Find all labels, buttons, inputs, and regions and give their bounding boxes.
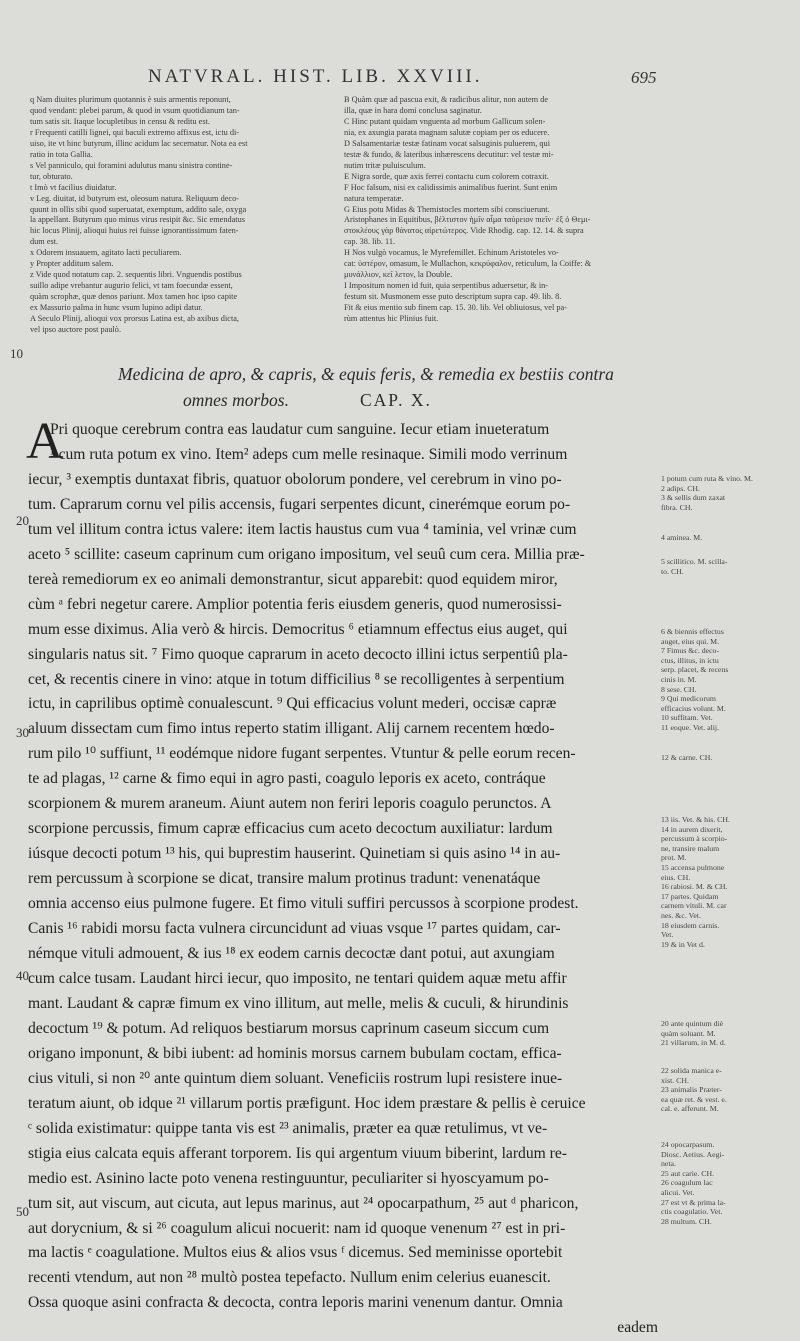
note-line: cat: ὑστέρον, omasum, le Mullachon, κεκρύφαλον, reticulum, la Coiffe: &	[344, 259, 592, 269]
margin-note: efficacius volunt. M.	[661, 703, 726, 713]
margin-note: 12 & carne. CH.	[661, 753, 713, 762]
margin-note: nes. &c. Vet.	[661, 910, 701, 920]
text-line: rum pilo ¹⁰ suffiunt, ¹¹ eodémque nidore fugant serpentes. Vtuntur & pelle eorum recen-	[28, 745, 576, 763]
text-line: cùm ᵃ febri negetur carere. Amplior potentia feris eiusdem generis, quod numerosissi-	[28, 595, 562, 613]
note-line: μυνάλλιον, κεῖ λετον, la Double.	[344, 270, 453, 280]
text-line: omnia accenso eius pulmone fugere. Et fimo vituli suffiri percussos à scorpione prodest.	[28, 895, 579, 913]
note-line: quod vendant: plebei parum, & quod in vsum quotidianum tan-	[30, 105, 240, 115]
text-line: mant. Laudant & capræ fimum ex vino illitum, aut melle, melis & cuculi, & hirundinis	[28, 994, 569, 1012]
text-line: tum sit, aut viscum, aut cicuta, aut lepus marinus, aut ²⁴ opocarpathum, ²⁵ aut ᵈ pharicon,	[28, 1194, 579, 1212]
text-line: tum vel illitum contra ictus valere: item lactis haustus cum vua ⁴ taminia, vel vrinæ cum	[28, 520, 577, 538]
note-line: F Hoc falsum, nisi ex calidissimis animalibus fuerint. Sunt enim	[344, 182, 558, 192]
note-line: suillo adipe vrebantur augurio felici, vt tam foecundæ essent,	[30, 281, 233, 291]
text-line: némque vituli admouent, & ius ¹⁸ ex eodem carnis decoctæ dant potui, aut axungiam	[28, 945, 555, 963]
margin-note: ea quæ ret. & vest. e.	[661, 1094, 727, 1104]
margin-note: percussum à scorpio-	[661, 834, 728, 844]
margin-note-group	[661, 474, 797, 512]
text-line: cius vituli, si non ²⁰ ante quintum diem soluant. Veneficiis rostrum lupi resistere inue-	[28, 1069, 563, 1087]
note-line: B Quàm quæ ad pascua exit, & radicibus alitur, non autem de	[344, 95, 549, 104]
note-line: cap. 38. lib. 11.	[344, 237, 396, 247]
text-line: mum esse diximus. Alia verò & hircis. Democritus ⁶ etiamnum effectus eius auget, qui	[28, 620, 568, 638]
text-line: ma lactis ᵉ coagulatione. Multos eius & alios vsus ᶠ dicemus. Sed meminisse oportebit	[28, 1244, 563, 1262]
note-line: r Frequenti catilli lignei, qui baculi extremo affixus est, ictu di-	[30, 127, 240, 137]
margin-note: 24 opocarpasum.	[661, 1140, 715, 1149]
note-line: uiso, ite vt hinc butyrum, illinc acidum lac secernatur. Nota ea est	[30, 138, 248, 148]
note-line: I Impositum nomen id fuit, quia serpentibus aduersetur, & in-	[344, 281, 549, 291]
margin-note: prot. M.	[661, 853, 687, 863]
note-line: H Nos vulgò vocamus, le Myrefemillet. Echinum Aristoteles vo-	[344, 248, 559, 258]
note-line: v Leg. diuitat, id butyrum est, oleosum natura. Reliquum deco-	[30, 193, 239, 203]
text-line: teratum aiunt, ob idque ²¹ villarum portis præfigunt. Hoc idem præstare & pellis è ceruice	[28, 1094, 586, 1112]
note-line: hic locus Plinij, alioqui huius rei fuisse ignorantissimum faten-	[30, 226, 239, 236]
margin-note: 22 solida manica e-	[661, 1066, 722, 1075]
note-line: nutim tritæ puluisculum.	[344, 160, 426, 170]
margin-note: ne, transire malum	[661, 843, 720, 853]
margin-note: 4 aminea. M.	[661, 533, 703, 542]
margin-note: 14 in aurem dixerit,	[661, 824, 723, 834]
text-line: tereà remediorum ex eo animali demonstrantur, sicut apparebit: quod equidem miror,	[28, 570, 558, 588]
note-line: rùm attentus hic Plinius fuit.	[344, 314, 439, 324]
margin-note: 20 ante quintum diè	[661, 1019, 724, 1028]
text-line: aluum dissectam cum fimo intus reperto statim illigant. Alij carnem recentem hœdo-	[28, 720, 555, 738]
notes-left-column	[30, 95, 325, 336]
margin-note: ctus, illitus, in ictu	[661, 655, 719, 665]
margin-note: 19 & in Vet d.	[661, 939, 705, 949]
margin-note: cinis in. M.	[661, 674, 697, 684]
text-line: origano imponunt, & bibi iubent: ad hominis morsus carnem bubulam coctam, effica-	[28, 1044, 562, 1062]
note-line: στοκλέους γὰρ θάνατος αἱρετώτερος. Vide Rhodig. cap. 12. 14. & supra	[344, 226, 584, 236]
margin-note-group	[661, 753, 797, 763]
text-line: Ossa quoque asini confracta & decocta, contra leporis marini venenum dantur. Omnia	[28, 1294, 563, 1312]
margin-note: 8 sese. CH.	[661, 684, 697, 694]
text-line: cum calce tusam. Laudant hirci iecur, quo imposito, ne tentari quidem aquæ metu affir	[28, 969, 567, 987]
text-line: te ad plagas, ¹² carne & fimo equi in agro pasti, coagulo leporis ex aceto, contráque	[28, 770, 546, 788]
margin-note: 18 eiusdem carnis.	[661, 920, 720, 930]
margin-note: serp. placet, & recens	[661, 665, 729, 675]
note-line: t Imò vt facilius diuidatur.	[30, 182, 117, 192]
body-text	[26, 413, 658, 1341]
margin-note: ctis coagulatio. Vet.	[661, 1207, 723, 1217]
margin-note-group	[661, 533, 797, 543]
text-line: scorpione percussis, fimum capræ efficacius cum aceto decoctum auxiliatur: lardum	[28, 820, 553, 838]
margin-note: 25 aut carie. CH.	[661, 1168, 715, 1178]
margin-note: 1 potum cum ruta & vino. M.	[661, 474, 753, 483]
margin-note: Diosc. Aetius. Aegi-	[661, 1149, 725, 1159]
margin-note: to. CH.	[661, 566, 684, 576]
catchword: eadem	[617, 1319, 658, 1337]
note-line: la appellant. Butyrum quo minus virus resipit &c. Sic emendatus	[30, 215, 245, 225]
running-head: NATVRAL. HIST. LIB. XXVIII.	[148, 66, 483, 87]
margin-note: 13 iis. Vet. & his. CH.	[661, 815, 730, 824]
line-number: 50	[16, 1204, 29, 1219]
text-line: cet, & recentis cinere in vino: atque in totum difficilius ⁸ se recolligentes à serpentium	[28, 670, 565, 688]
margin-note: 26 coagulum lac	[661, 1178, 713, 1188]
line-number: 10	[10, 346, 23, 361]
margin-note-group	[661, 1140, 797, 1226]
text-line: Canis ¹⁶ rabidi morsu facta vulnera circuncidunt ad viuas vsque ¹⁷ partes quidam, car-	[28, 920, 561, 938]
margin-note: alicui. Vet.	[661, 1187, 695, 1197]
note-line: A Seculo Plinij, alioqui vox prorsus Latina est, ab axibus dicta,	[30, 314, 240, 324]
line-number: 20	[16, 513, 29, 528]
margin-note: 2 adips. CH.	[661, 483, 700, 493]
note-line: Fit & eius mentio sub finem cap. 15. 30. lib. Vel obliuiosus, vel pa-	[344, 303, 567, 313]
margin-note: 27 est vt & prima la-	[661, 1197, 726, 1207]
line-number: 40	[16, 968, 29, 983]
chapter-number: CAP. X.	[360, 390, 432, 410]
text-line: iecur, ³ exemptis duntaxat fibris, quatuor obolorum pondere, vel cerebrum in vino po-	[28, 470, 562, 488]
note-line: festum sit. Musmonem esse puto descriptum supra cap. 49. lib. 8.	[344, 292, 562, 302]
text-line: recenti vtendum, aut non ²⁸ multò postea tepefacto. Nullum enim celerius euanescit.	[28, 1269, 551, 1287]
text-line: stigia eius calcata equis afferant torporem. Iis qui argentum viuum biberint, lardum re-	[28, 1144, 567, 1162]
note-line: dum est.	[30, 237, 59, 247]
text-line: aut dorycnium, & si ²⁶ coagulum alicui nocuerit: nam id quoque venenum ²⁷ est in pri-	[28, 1219, 566, 1237]
margin-note: 9 Qui medicorum	[661, 694, 717, 704]
note-line: C Hinc putant quidam vnguenta ad morbum Gallicum solen-	[344, 116, 546, 126]
margin-note: carnem vituli. M. car	[661, 901, 727, 911]
note-line: Aristophanes in Equitibus, βέλτιστον ἡμῖν αἷμα ταύρειον πιεῖν· ἐξ ὁ Θεμι-	[344, 215, 591, 225]
note-line: nia, ex axungia parata magnam salutæ copiam per os educere.	[344, 127, 550, 137]
margin-note: 11 eoque. Vet. alij.	[661, 722, 720, 732]
margin-note: 28 multum. CH.	[661, 1216, 712, 1226]
note-line: G Eius potu Midas & Themistocles mortem sibi consciuerunt.	[344, 204, 550, 214]
text-line: aceto ⁵ scillite: caseum caprinum cum origano impositum, vel seuû cum cera. Millia præ-	[28, 545, 585, 563]
margin-note-group	[661, 1019, 797, 1048]
margin-note: 10 suffitam. Vet.	[661, 713, 713, 723]
notes-right-column	[344, 95, 644, 325]
note-line: natura temperatæ.	[344, 193, 404, 203]
note-line: illa, quæ in hara domi conclusa saginatur.	[344, 105, 482, 115]
note-line: quunt in ollis sibi quod superuatat, exemptum, addito sale, oxyga	[30, 204, 247, 214]
note-line: y Propter additum salem.	[30, 259, 114, 269]
note-line: quàm scrophæ, quæ denos pariunt. Mox tamen hoc ipso capite	[30, 292, 238, 302]
margin-note: 15 accensa pulmone	[661, 862, 725, 872]
margin-note: xist. CH.	[661, 1075, 689, 1085]
margin-note: 16 rabiosi. M. & CH.	[661, 882, 728, 892]
text-line: ictu, in caprilibus optimè conualescunt. ⁹ Qui efficacius volunt mederi, occisæ capræ	[28, 695, 557, 713]
text-line: rem percussum à scorpione se dicat, transire malum protinus tradunt: venenatáque	[28, 870, 541, 888]
margin-note: 6 & biennis effectus	[661, 627, 724, 636]
text-line: scorpionem & murem araneum. Aiunt autem non feriri leporis coagulo perunctos. A	[28, 795, 552, 813]
margin-note: 7 Fimus &c. deco-	[661, 646, 720, 656]
margin-note: cal. e. afferunt. M.	[661, 1104, 719, 1114]
text-line: ᶜ solida existimatur: quippe tanta vis est ²³ animalis, præter ea quæ retulimus, vt ve-	[28, 1119, 548, 1137]
note-line: E Nigra sorde, quæ axis ferrei contactu cum colorem cotraxit.	[344, 171, 549, 181]
note-line: testæ & fundo, & lateribus inhærescens decutitur: vel testæ mi-	[344, 149, 554, 159]
margin-note-group	[661, 815, 797, 949]
margin-note: 3 & sellis dum zaxat	[661, 493, 726, 503]
text-line: iúsque decocti potum ¹³ his, qui buprestim hauserint. Quinetiam si quis asino ¹⁴ in au-	[28, 845, 561, 863]
margin-note-group	[661, 627, 797, 733]
margin-note: 21 villarum, in M. d.	[661, 1038, 726, 1048]
page-number: 695	[631, 68, 657, 87]
margin-note: 23 animalis Præter-	[661, 1085, 722, 1095]
margin-note: eius. CH.	[661, 872, 691, 882]
line-number: 30	[16, 725, 29, 740]
note-line: z Vide quod notatum cap. 2. sequentis libri. Vnguendis postibus	[30, 270, 242, 280]
text-line: ¹ cum ruta potum ex vino. Item² adeps cum melle resinaque. Simili modo verrinum	[50, 445, 568, 463]
note-line: vel ipso auctore post paulò.	[30, 325, 122, 335]
margin-note: Vet.	[661, 930, 674, 940]
text-line: tum. Caprarum cornu vel pilis accensis, fugari serpentes dicunt, cinerémque eorum po-	[28, 495, 571, 513]
margin-note: 5 scillitico. M. scilla-	[661, 557, 728, 566]
margin-note: quàm soluant. M.	[661, 1028, 716, 1038]
margin-note-group	[661, 1066, 797, 1114]
margin-note: 17 partes. Quidam	[661, 891, 719, 901]
note-line: tum satis sit. Itaque locupletibus in censu & reditu est.	[30, 116, 210, 126]
text-line: decoctum ¹⁹ & potum. Ad reliquos bestiarum morsus caprinum caseum siccum cum	[28, 1019, 550, 1037]
chapter-title-subject: omnes morbos.	[183, 390, 289, 410]
note-line: q Nam diuites plurimum quotannis è suis armentis reponunt,	[30, 95, 231, 104]
note-line: tur, obturato.	[30, 171, 73, 181]
note-line: ratio in tota Gallia.	[30, 149, 93, 159]
text-line: Pri quoque cerebrum contra eas laudatur cum sanguine. Iecur etiam inueteratum	[50, 421, 550, 438]
note-line: ex Massurio palma in hunc vsum lupino adipi datur.	[30, 303, 203, 313]
drop-cap: A	[26, 413, 64, 470]
margin-note-group	[661, 557, 797, 576]
note-line: s Vel panniculo, qui foramini adulutus manu sinistra contine-	[30, 160, 233, 170]
chapter-title-line: Medicina de apro, & capris, & equis feris, & remedia ex bestiis contra	[118, 364, 614, 384]
margin-note: fibra. CH.	[661, 502, 693, 512]
margin-note: auget, eius qui. M.	[661, 636, 720, 646]
note-line: x Odorem insuauem, agitato lacti peculiarem.	[30, 248, 182, 258]
text-line: medio est. Asinino lacte poto venena restinguuntur, peculiariter si hyoscyamum po-	[28, 1169, 549, 1187]
note-line: D Salsamentariæ testæ fatinam vocat salsuginis puluerem, qui	[344, 138, 551, 148]
margin-note: neta.	[661, 1159, 676, 1169]
text-line: singularis natus sit. ⁷ Fimo quoque caprarum in aceto decocto illini ictus serpentiû pla-	[28, 645, 568, 663]
